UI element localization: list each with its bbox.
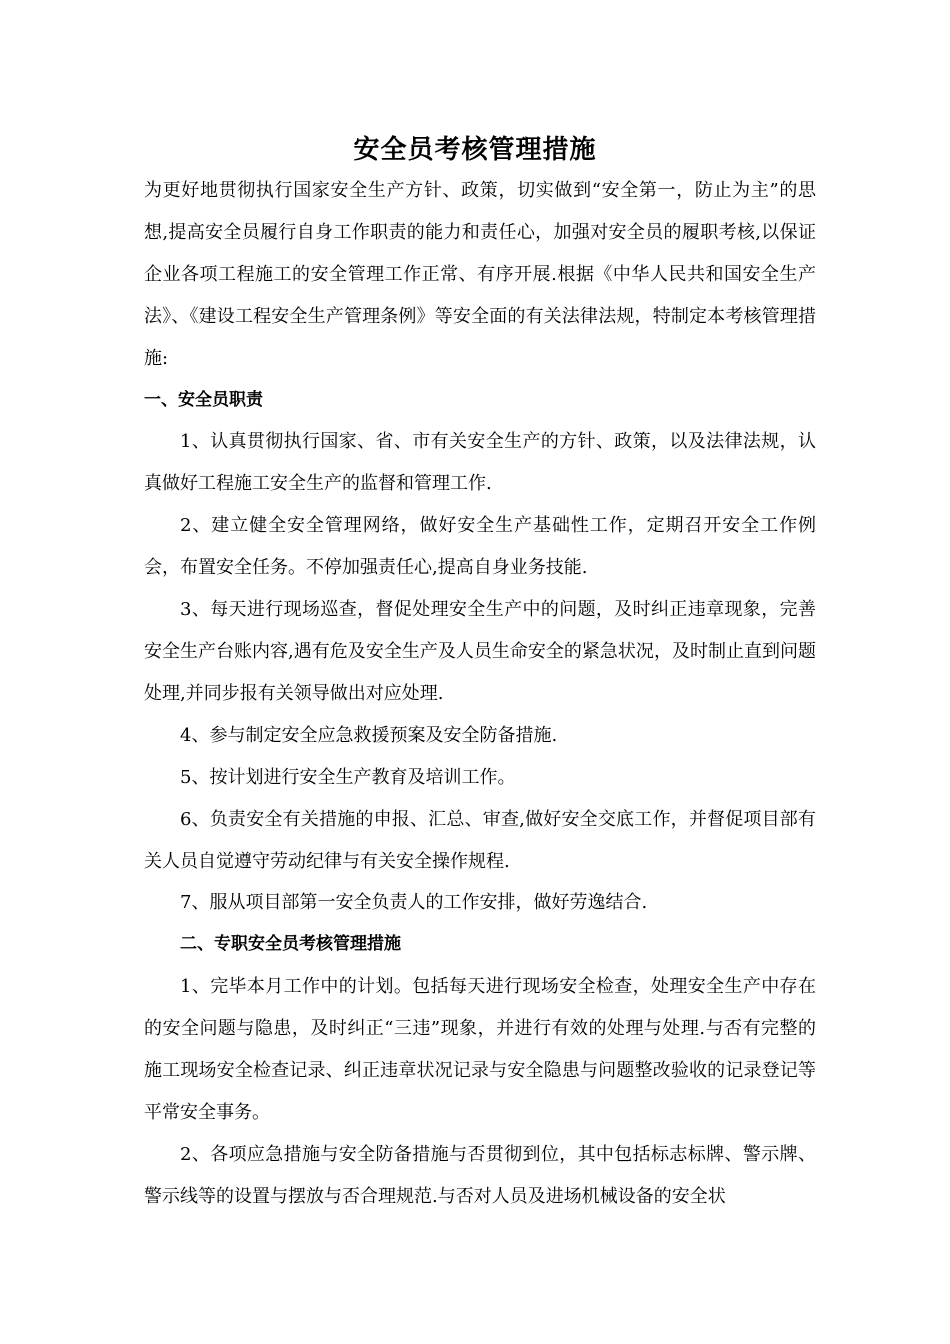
duty-item: 5、按计划进行安全生产教育及培训工作。 — [180, 766, 516, 788]
assessment-item: 1、完毕本月工作中的计划。包括每天进行现场安全检查，处理安全生产中存在的安全问题与隐患，及时纠正“三违”现象，并进行有效的处理与处理.与否有完整的施工现场安全检查记录、纠正违章状况记录与安全隐患与问题整改验收的记录登记等平常安全事务。 — [144, 976, 816, 1123]
section-heading-duties: 一、安全员职责 — [144, 389, 263, 410]
section-heading-assessment: 二、专职安全员考核管理措施 — [180, 934, 401, 955]
document-body — [144, 170, 816, 1218]
duty-item: 3、每天进行现场巡查，督促处理安全生产中的问题，及时纠正违章现象，完善安全生产台账内容,遇有危及安全生产及人员生命安全的紧急状况，及时制止直到问题处理,并同步报有关领导做出对应处理. — [144, 599, 816, 704]
intro-paragraph: 为更好地贯彻执行国家安全生产方针、政策，切实做到“安全第一，防止为主”的思想,提高安全员履行自身工作职责的能力和责任心，加强对安全员的履职考核,以保证企业各项工程施工的安全管理工作正常、有序开展.根据《中华人民共和国安全生产法》、《建设工程安全生产管理条例》等安全面的有关法律法规，特制定本考核管理措施: — [144, 180, 816, 369]
duty-item: 4、参与制定安全应急救援预案及安全防备措施. — [180, 724, 558, 746]
duty-item: 7、服从项目部第一安全负责人的工作安排，做好劳逸结合. — [180, 892, 648, 914]
duty-item: 1、认真贯彻执行国家、省、市有关安全生产的方针、政策，以及法律法规，认真做好工程施工安全生产的监督和管理工作. — [144, 431, 816, 495]
duty-item: 6、负责安全有关措施的申报、汇总、审查,做好安全交底工作，并督促项目部有关人员自觉遵守劳动纪律与有关安全操作规程. — [144, 808, 816, 872]
assessment-item: 2、各项应急措施与安全防备措施与否贯彻到位，其中包括标志标牌、警示牌、警示线等的设置与摆放与否合理规范.与否对人员及进场机械设备的安全状 — [144, 1143, 816, 1207]
duty-item: 2、建立健全安全管理网络，做好安全生产基础性工作，定期召开安全工作例会，布置安全任务。不停加强责任心,提高自身业务技能. — [144, 515, 816, 579]
document-title: 安全员考核管理措施 — [353, 135, 597, 165]
